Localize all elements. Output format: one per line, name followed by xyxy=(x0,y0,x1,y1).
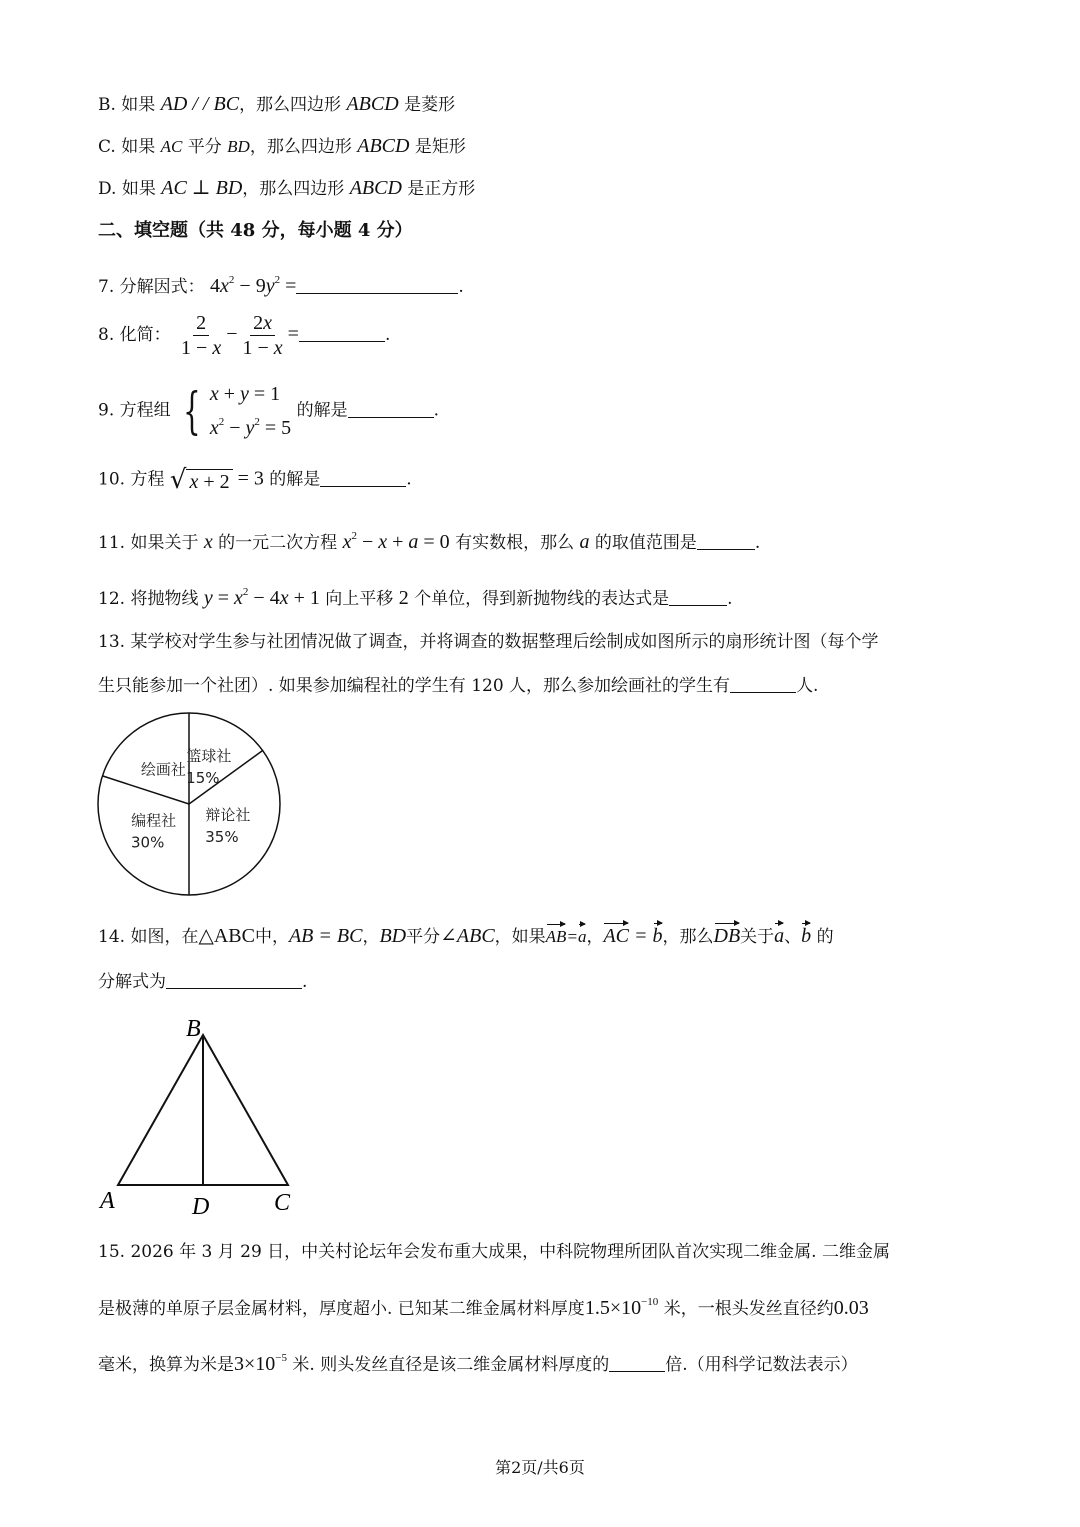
q10-label: 10. 方程 xyxy=(98,469,165,490)
pie-slice-label: 编程社 xyxy=(131,811,177,830)
option-d-end: 是正方形 xyxy=(401,179,476,199)
question-9 xyxy=(98,380,439,442)
q14-mid5: ， xyxy=(586,927,604,947)
option-d-condition: AC ⊥ BD xyxy=(161,177,243,199)
q15-line-1: 15. 2026 年 3 月 29 日，中关村论坛年会发布重大成果，中科院物理所团队首次实现二维金属. 二维金属 xyxy=(98,1242,890,1262)
q14-mid3: 平分 xyxy=(406,927,441,947)
pie-slice-boundary-3 xyxy=(102,776,189,804)
pie-slice-label: 篮球社 xyxy=(186,747,232,766)
q9-tail: 的解是 xyxy=(296,400,348,421)
q12-tail: 个单位，得到新抛物线的表达式是 xyxy=(414,589,670,609)
q15-thickness-exp: −10 xyxy=(641,1296,659,1308)
pie-slice-label: 辩论社 xyxy=(205,805,251,824)
question-8: 8. 化简： $\frac{2}{1 - x}$ − $\frac{2x}{1 - x}$ = . xyxy=(98,312,391,359)
q15-meters-exp: −5 xyxy=(275,1352,287,1364)
q7-answer-blank[interactable] xyxy=(296,275,458,294)
q14-vector-a: a xyxy=(578,921,587,949)
q11-answer-blank[interactable] xyxy=(697,531,755,550)
q12-shift-amount: 2 xyxy=(398,587,409,609)
q12-label: 12. 将抛物线 xyxy=(98,589,199,609)
q8-fraction-1: $\frac{2}{1 - x}$ xyxy=(181,312,222,359)
q15-line-2b: 米，一根头发丝直径约 xyxy=(658,1299,834,1319)
option-b-condition: AD / / BC xyxy=(160,93,240,115)
option-c-ac: AC xyxy=(160,137,183,156)
q14-mid6: ，那么 xyxy=(662,927,714,947)
vertex-c-label: C xyxy=(274,1190,291,1216)
q8-answer-blank[interactable] xyxy=(299,323,385,342)
q13-end: 人. xyxy=(796,676,819,696)
option-d xyxy=(98,176,475,201)
q12-parabola: $y = x^2 - 4x + 1$ xyxy=(203,586,320,609)
section-heading: 二、填空题（共 48 分，每小题 4 分） xyxy=(98,220,413,241)
q14-mid4: ，如果 xyxy=(494,927,546,947)
q14-bd: BD xyxy=(379,925,407,947)
q8-label: 8. 化简： xyxy=(98,325,171,345)
option-c-end: 是矩形 xyxy=(409,137,466,157)
option-d-prefix: D. 如果 xyxy=(98,179,162,199)
q14-end: . xyxy=(302,972,308,992)
q14-vector-ab: AB xyxy=(546,921,567,949)
q9-answer-blank[interactable] xyxy=(348,399,434,418)
q12-mid: 向上平移 xyxy=(325,589,394,609)
q11-var-a: a xyxy=(579,531,590,553)
vertex-a-label: A xyxy=(100,1188,115,1214)
q11-label: 11. 如果关于 xyxy=(98,533,199,553)
option-c-bd: BD xyxy=(227,137,250,156)
triangle-figure xyxy=(96,1010,306,1220)
q7-end: . xyxy=(458,277,464,297)
question-15-line-2 xyxy=(98,1290,869,1321)
q14-mid1: 中， xyxy=(254,927,289,947)
q7-expression: $4x^2 - 9y^2$ = xyxy=(210,274,297,297)
q11-mid: 的一元二次方程 xyxy=(218,533,338,553)
q15-line-3b: 米. 则头发丝直径是该二维金属材料厚度的 xyxy=(287,1355,610,1375)
q9-label: 9. 方程组 xyxy=(98,400,171,421)
question-10: 10. 方程 √ x + 2 = 3 的解是 . xyxy=(98,465,412,495)
option-b-end: 是菱形 xyxy=(398,95,456,115)
q14-answer-blank[interactable] xyxy=(166,970,302,989)
question-11 xyxy=(98,524,760,555)
vertex-d-label: D xyxy=(192,1194,210,1220)
option-d-mid: ，那么四边形 xyxy=(242,179,350,199)
q14-vector-b: b xyxy=(653,920,663,948)
q10-end: . xyxy=(406,469,412,490)
q14-line-2: 分解式为 xyxy=(98,972,166,992)
q15-line-3c: 倍.（用科学记数法表示） xyxy=(665,1355,858,1375)
q15-line-2a: 是极薄的单原子层金属材料，厚度超小. 已知某二维金属材料厚度 xyxy=(98,1299,585,1319)
q11-equation: $x^2 - x + a = 0$ xyxy=(342,530,450,553)
question-15-line-3 xyxy=(98,1346,858,1377)
q14-sep: 、 xyxy=(784,927,802,947)
option-b-quad: ABCD xyxy=(346,93,399,115)
q15-answer-blank[interactable] xyxy=(609,1353,665,1372)
q14-mid7: 关于 xyxy=(740,927,775,947)
option-b-mid: ，那么四边形 xyxy=(239,95,347,115)
q15-thickness-base: 1.5×10 xyxy=(584,1297,642,1319)
option-c xyxy=(98,134,466,159)
q13-answer-blank[interactable] xyxy=(730,674,796,693)
q10-tail: 的解是 xyxy=(269,469,321,490)
pie-chart xyxy=(94,710,284,898)
question-13-line-2 xyxy=(98,674,818,698)
pie-slice-percent: 35% xyxy=(205,827,239,846)
question-14-line-2 xyxy=(98,970,307,994)
q14-vector-ac: AC xyxy=(603,920,629,948)
q14-vector-a-2: a xyxy=(774,920,784,948)
q11-end: . xyxy=(754,533,761,553)
q14-vector-b-2: b xyxy=(801,920,811,948)
q11-mid2: 有实数根，那么 xyxy=(455,533,575,553)
q10-sqrt-expression: √ x + 2 xyxy=(170,466,233,494)
q13-line-2: 生只能参加一个社团）. 如果参加编程社的学生有 120 人，那么参加绘画社的学生有 xyxy=(98,676,731,696)
q15-meters xyxy=(234,1353,287,1375)
q15-meters-base: 3×10 xyxy=(234,1353,276,1375)
question-7 xyxy=(98,268,464,299)
q12-answer-blank[interactable] xyxy=(669,587,727,606)
q7-label: 7. 分解因式： xyxy=(98,277,205,297)
q14-angle: ∠ABC xyxy=(440,925,495,947)
q10-answer-blank[interactable] xyxy=(320,468,406,487)
q14-mid2: ， xyxy=(362,927,380,947)
q8-fraction-2: $\frac{2x}{1 - x}$ xyxy=(242,312,283,359)
option-c-mid2: ，那么四边形 xyxy=(249,137,358,157)
q15-hair-diameter: 0.03 xyxy=(833,1297,869,1319)
q14-ab-eq-bc: AB = BC xyxy=(288,925,363,947)
page-footer: 第2页/共6页 xyxy=(495,1458,585,1477)
question-14-line-1: 14. 如图，在△ABC中，AB = BC，BD平分∠ABC，如果AB=a，AC = b，那么DB关于a、b 的 xyxy=(98,920,834,949)
q11-var-x: x xyxy=(203,531,213,553)
option-b xyxy=(98,92,455,117)
q11-tail: 的取值范围是 xyxy=(594,533,697,553)
vertex-b-label: B xyxy=(186,1016,201,1042)
q9-end: . xyxy=(433,400,439,421)
option-b-prefix: B. 如果 xyxy=(98,95,161,115)
q14-label: 14. 如图，在 xyxy=(98,927,199,947)
q12-end: . xyxy=(727,589,733,609)
q9-equation-system: { x + y = 1 $x^2 - y^2 = 5$ xyxy=(183,382,292,440)
question-12 xyxy=(98,580,733,611)
q14-triangle: △ABC xyxy=(198,925,255,947)
q15-thickness xyxy=(585,1297,659,1319)
option-c-quad: ABCD xyxy=(357,135,410,157)
option-c-prefix: C. 如果 xyxy=(98,137,161,157)
q14-vector-db: DB xyxy=(714,920,741,948)
q8-end: . xyxy=(384,325,391,345)
q14-tail: 的 xyxy=(816,927,834,947)
q15-line-3a: 毫米，换算为米是 xyxy=(98,1355,234,1375)
option-c-mid1: 平分 xyxy=(182,137,228,157)
option-d-quad: ABCD xyxy=(349,177,402,199)
pie-slice-percent: 15% xyxy=(186,769,220,788)
q13-line-1: 13. 某学校对学生参与社团情况做了调查，并将调查的数据整理后绘制成如图所示的扇形统计图（每个学 xyxy=(98,632,879,652)
pie-slice-percent: 30% xyxy=(130,833,165,852)
pie-slice-label: 绘画社 xyxy=(140,760,186,779)
